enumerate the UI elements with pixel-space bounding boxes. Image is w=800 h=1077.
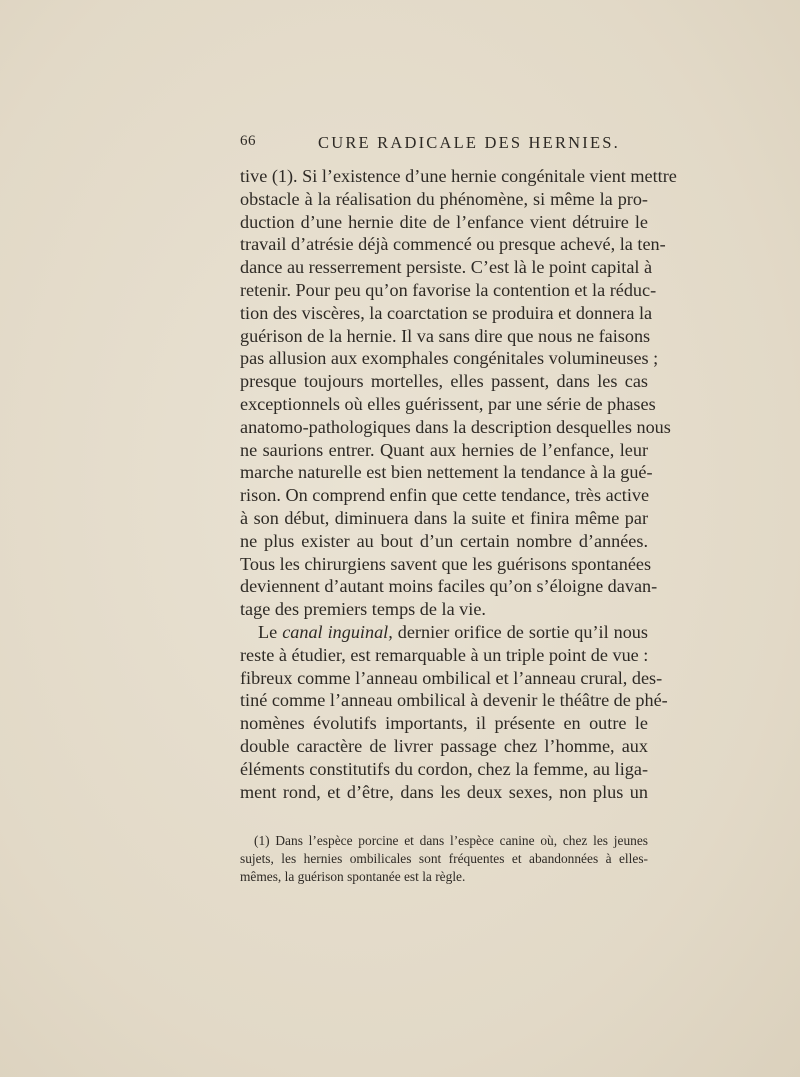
footnote-line: (1) Dans l’espèce porcine et dans l’espèce canine où, chez les jeunes — [254, 833, 648, 848]
text-line: marche naturelle est bien nettement la tendance à la gué- — [240, 462, 653, 483]
footnote-line: sujets, les hernies ombilicales sont fréquentes et abandonnées à elles- — [240, 851, 648, 866]
text-line: éléments constitutifs du cordon, chez la femme, au liga- — [240, 758, 648, 779]
text-line: guérison de la hernie. Il va sans dire que nous ne faisons — [240, 325, 651, 346]
text-line: travail d’atrésie déjà commencé ou presque achevé, la ten- — [240, 234, 666, 255]
text-line: ment rond, et d’être, dans les deux sexes, non plus un — [240, 781, 648, 802]
body-text — [240, 165, 677, 803]
page-header — [240, 133, 648, 157]
text-line: à son début, diminuera dans la suite et finira même par — [240, 507, 648, 528]
text-line: double caractère de livrer passage chez l’homme, aux — [240, 735, 648, 756]
footnote — [240, 832, 648, 886]
running-head: CURE RADICALE DES HERNIES. — [318, 133, 620, 152]
text-line: retenir. Pour peu qu’on favorise la contention et la réduc- — [240, 279, 657, 300]
text-line: tive (1). Si l’existence d’une hernie congénitale vient mettre — [240, 166, 677, 186]
paragraph-2-first-line — [240, 621, 648, 644]
text-line: deviennent d’autant moins faciles qu’on s’éloigne davan- — [240, 576, 658, 597]
text-line: ne plus exister au bout d’un certain nombre d’années. — [240, 530, 648, 551]
page-number: 66 — [240, 133, 256, 149]
text-line: tage des premiers temps de la vie. — [240, 599, 486, 620]
text-line: Tous les chirurgiens savent que les guérisons spontanées — [240, 553, 652, 574]
text-line: obstacle à la réalisation du phénomène, si même la pro- — [240, 188, 648, 209]
text-line: reste à étudier, est remarquable à un triple point de vue : — [240, 644, 649, 665]
text-line: exceptionnels où elles guérissent, par une série de phases — [240, 393, 656, 414]
text-line: presque toujours mortelles, elles passent, dans les cas — [240, 371, 648, 392]
text-line: dance au resserrement persiste. C’est là le point capital à — [240, 257, 653, 278]
text-line: nomènes évolutifs importants, il présente en outre le — [240, 713, 648, 734]
text-line: pas allusion aux exomphales congénitales volumineuses ; — [240, 348, 659, 369]
text-line: tion des viscères, la coarctation se produira et donnera la — [240, 302, 653, 323]
para2-start: Le — [258, 621, 283, 642]
text-line: fibreux comme l’anneau ombilical et l’anneau crural, des- — [240, 667, 663, 688]
text-line: anatomo-pathologiques dans la description desquelles nous — [240, 416, 671, 437]
text-line: duction d’une hernie dite de l’enfance vient détruire le — [240, 211, 648, 232]
text-line: rison. On comprend enfin que cette tendance, très active — [240, 485, 650, 506]
text-line: tiné comme l’anneau ombilical à devenir le théâtre de phé- — [240, 690, 668, 711]
para2-rest: dernier orifice de sortie qu’il nous — [392, 621, 648, 642]
text-line: ne saurions entrer. Quant aux hernies de l’enfance, leur — [240, 439, 648, 460]
para2-italic-term: canal inguinal, — [282, 621, 393, 642]
footnote-line: mêmes, la guérison spontanée est la règle. — [240, 869, 466, 884]
